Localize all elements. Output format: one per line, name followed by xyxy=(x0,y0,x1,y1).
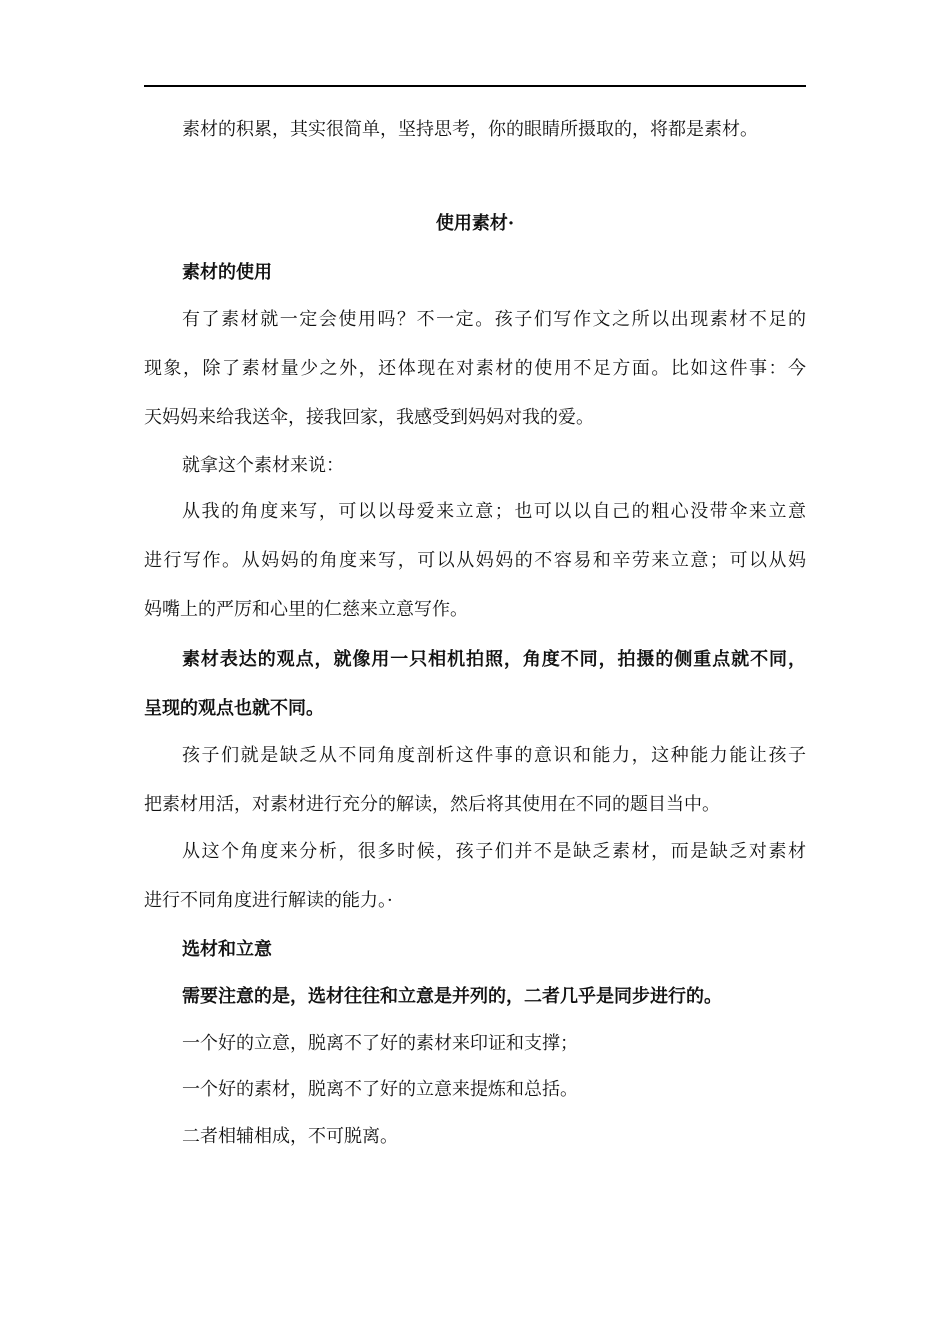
heading-material-use: 素材的使用 xyxy=(182,262,272,283)
bold-paragraph-line: 呈现的观点也就不同。 xyxy=(144,698,324,719)
paragraph-line: 进行写作。从妈妈的角度来写，可以从妈妈的不容易和辛劳来立意；可以从妈 xyxy=(144,550,806,571)
heading-selection-and-theme: 选材和立意 xyxy=(182,939,272,960)
paragraph-line: 孩子们就是缺乏从不同角度剖析这件事的意识和能力，这种能力能让孩子 xyxy=(182,745,806,766)
paragraph-line: 天妈妈来给我送伞，接我回家，我感受到妈妈对我的爱。 xyxy=(144,407,594,428)
paragraph-line: 有了素材就一定会使用吗？不一定。孩子们写作文之所以出现素材不足的 xyxy=(182,309,806,330)
paragraph-line: 现象，除了素材量少之外，还体现在对素材的使用不足方面。比如这件事：今 xyxy=(144,358,806,379)
paragraph-line: 把素材用活，对素材进行充分的解读，然后将其使用在不同的题目当中。 xyxy=(144,794,720,815)
bold-paragraph-line: 素材表达的观点，就像用一只相机拍照，角度不同，拍摄的侧重点就不同， xyxy=(182,649,806,670)
paragraph-line: 一个好的素材，脱离不了好的立意来提炼和总括。 xyxy=(182,1079,578,1100)
paragraph-line: 一个好的立意，脱离不了好的素材来印证和支撑； xyxy=(182,1033,578,1054)
paragraph-line: 妈嘴上的严厉和心里的仁慈来立意写作。 xyxy=(144,599,468,620)
bold-paragraph-line: 需要注意的是，选材往往和立意是并列的，二者几乎是同步进行的。 xyxy=(182,986,722,1007)
paragraph-line: 二者相辅相成，不可脱离。 xyxy=(182,1126,398,1147)
section-title: 使用素材· xyxy=(435,213,515,234)
paragraph-line: 就拿这个素材来说： xyxy=(182,455,344,476)
paragraph-line: 从我的角度来写，可以以母爱来立意；也可以以自己的粗心没带伞来立意 xyxy=(182,501,806,522)
paragraph-line: 进行不同角度进行解读的能力。· xyxy=(144,890,393,911)
intro-line: 素材的积累，其实很简单，坚持思考，你的眼睛所摄取的，将都是素材。 xyxy=(182,119,758,140)
paragraph-line: 从这个角度来分析，很多时候，孩子们并不是缺乏素材，而是缺乏对素材 xyxy=(182,841,806,862)
header-rule xyxy=(144,85,806,87)
